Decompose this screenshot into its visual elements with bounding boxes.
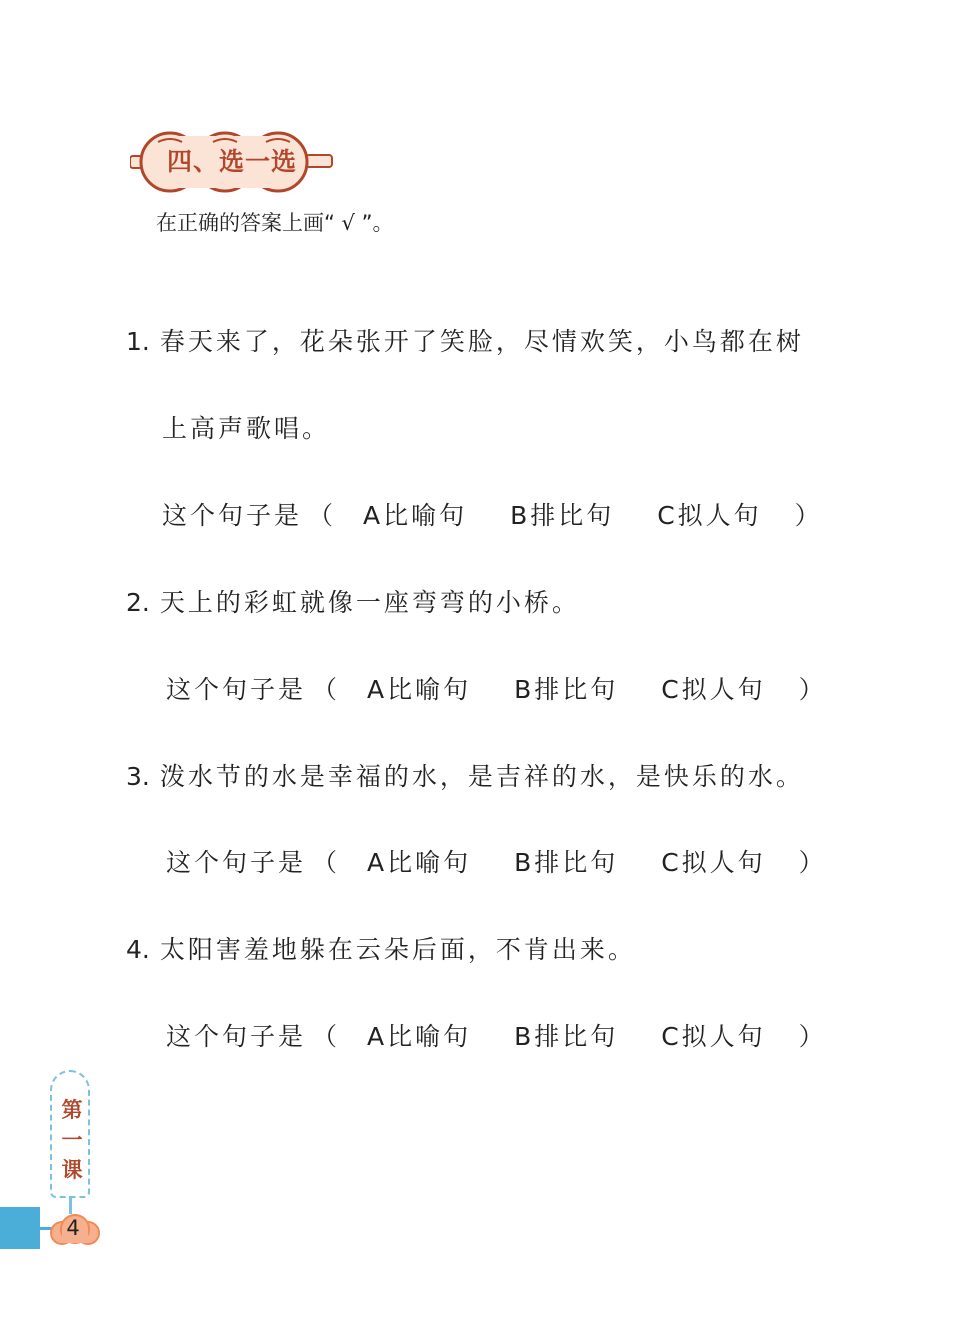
question-number: 4. bbox=[126, 935, 150, 964]
section-title: 四、选一选 bbox=[166, 147, 297, 176]
close-paren: ） bbox=[794, 501, 823, 530]
instruction-text: 在正确的答案上画“ √ ”。 bbox=[156, 211, 394, 235]
option-a[interactable]: A 比喻句 bbox=[366, 1022, 472, 1051]
close-paren: ） bbox=[798, 848, 827, 877]
question-3-line-1 bbox=[126, 757, 804, 793]
question-1-line-2: 上高声歌唱。 bbox=[162, 414, 331, 443]
open-paren: （ bbox=[312, 848, 341, 877]
lesson-tab-char: 课 bbox=[61, 1158, 83, 1182]
lesson-tab-char: 一 bbox=[61, 1128, 83, 1152]
option-b[interactable]: B 排比句 bbox=[514, 1022, 619, 1051]
lesson-tab-char: 第 bbox=[61, 1098, 83, 1122]
question-4-line-1 bbox=[126, 930, 636, 966]
answer-row-2 bbox=[166, 670, 827, 706]
close-paren: ） bbox=[798, 1022, 827, 1051]
question-text: 泼水节的水是幸福的水，是吉祥的水，是快乐的水。 bbox=[159, 762, 804, 791]
answer-prefix: 这个句子是 bbox=[166, 1022, 307, 1051]
option-c[interactable]: C 拟人句 bbox=[661, 675, 766, 704]
option-a[interactable]: A 比喻句 bbox=[362, 501, 468, 530]
option-c[interactable]: C 拟人句 bbox=[657, 501, 762, 530]
question-number: 3. bbox=[126, 762, 150, 791]
open-paren: （ bbox=[312, 1022, 341, 1051]
question-2-line-1 bbox=[126, 583, 580, 619]
answer-prefix: 这个句子是 bbox=[166, 675, 307, 704]
answer-row-1 bbox=[162, 496, 823, 532]
option-a[interactable]: A 比喻句 bbox=[366, 848, 472, 877]
answer-prefix: 这个句子是 bbox=[162, 501, 303, 530]
section-header-badge bbox=[130, 130, 335, 194]
option-b[interactable]: B 排比句 bbox=[514, 848, 619, 877]
open-paren: （ bbox=[312, 675, 341, 704]
page-number: 4 bbox=[66, 1216, 80, 1240]
question-text: 春天来了，花朵张开了笑脸，尽情欢笑，小鸟都在树 bbox=[159, 327, 804, 356]
option-c[interactable]: C 拟人句 bbox=[661, 848, 766, 877]
option-b[interactable]: B 排比句 bbox=[514, 675, 619, 704]
lesson-tab bbox=[50, 1070, 90, 1198]
page-edge-block bbox=[0, 1207, 40, 1249]
question-text: 太阳害羞地躲在云朵后面，不肯出来。 bbox=[159, 935, 636, 964]
answer-row-4 bbox=[166, 1017, 827, 1053]
answer-prefix: 这个句子是 bbox=[166, 848, 307, 877]
close-paren: ） bbox=[798, 675, 827, 704]
option-a[interactable]: A 比喻句 bbox=[366, 675, 472, 704]
question-number: 2. bbox=[126, 588, 150, 617]
answer-row-3 bbox=[166, 843, 827, 879]
question-1-line-1 bbox=[126, 322, 804, 358]
option-c[interactable]: C 拟人句 bbox=[661, 1022, 766, 1051]
question-text: 天上的彩虹就像一座弯弯的小桥。 bbox=[159, 588, 580, 617]
option-b[interactable]: B 排比句 bbox=[510, 501, 615, 530]
open-paren: （ bbox=[308, 501, 337, 530]
question-number: 1. bbox=[126, 327, 150, 356]
